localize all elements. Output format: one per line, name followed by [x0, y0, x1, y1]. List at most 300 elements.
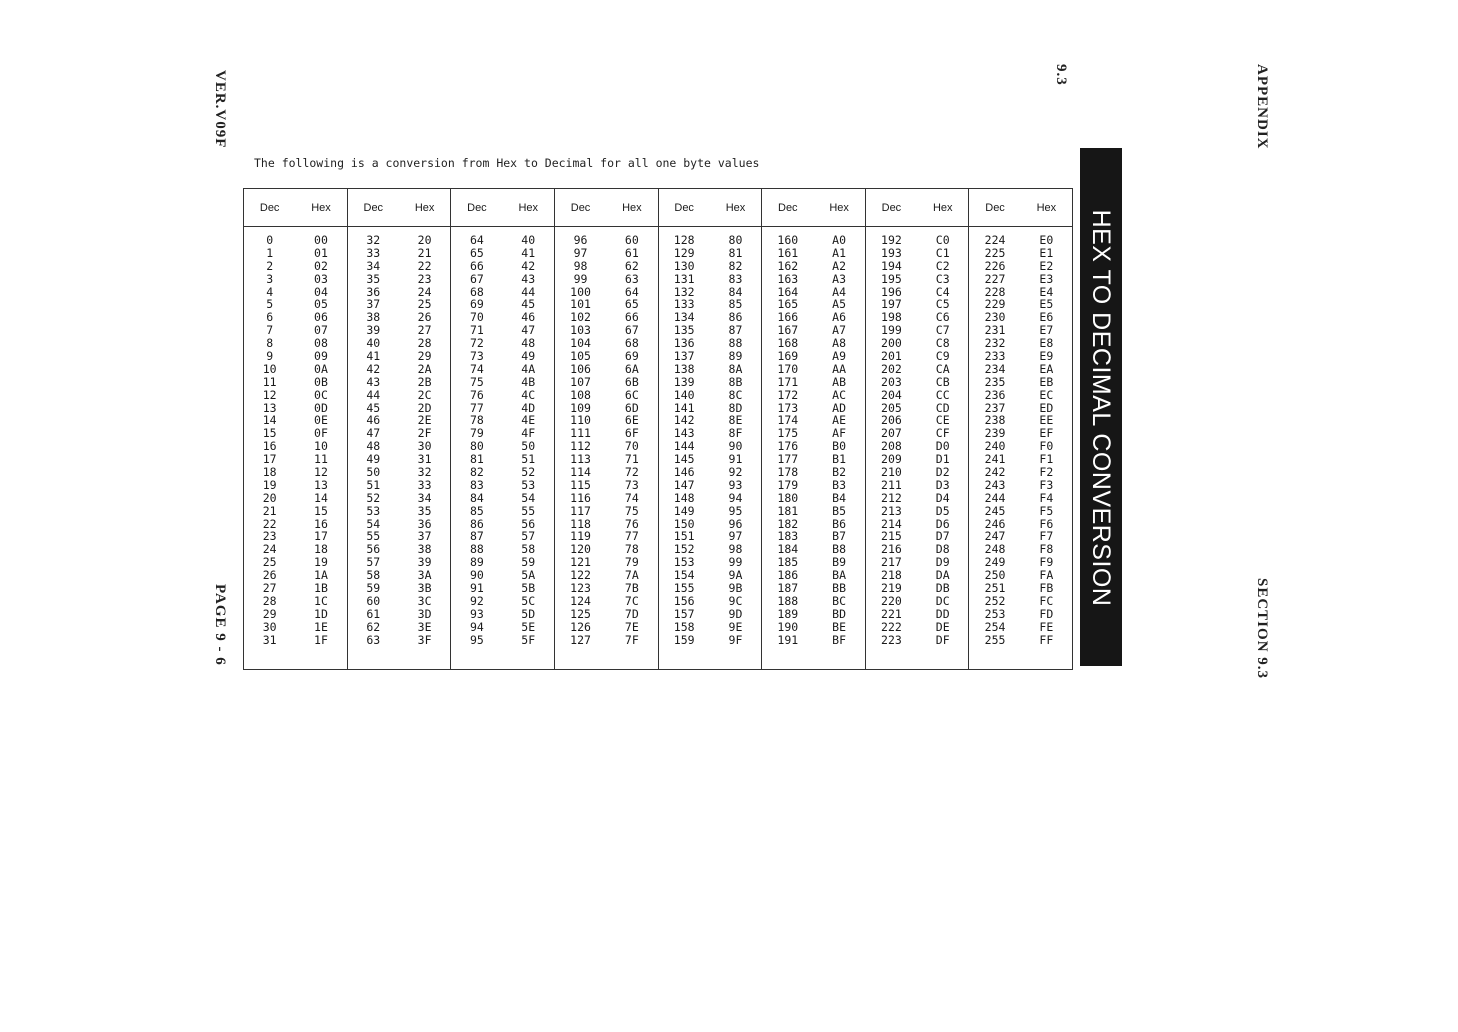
dec-cell: 164: [777, 284, 799, 299]
dec-cell: 234: [984, 361, 1006, 376]
hex-cell: CE: [935, 413, 950, 428]
hex-cell: 9D: [728, 606, 743, 621]
table-row: [348, 311, 451, 324]
table-row: [555, 234, 658, 247]
dec-cell: 226: [984, 258, 1006, 273]
dec-cell: 241: [984, 452, 1006, 467]
table-row: [866, 505, 969, 518]
hex-cell: A7: [832, 323, 847, 338]
table-row: [244, 530, 347, 543]
table-row: [348, 376, 451, 389]
dec-cell: 190: [777, 619, 799, 634]
hex-cell: 62: [624, 258, 639, 273]
hex-cell: FF: [1039, 632, 1054, 647]
dec-header: Dec: [985, 201, 1005, 214]
hex-cell: CD: [935, 400, 950, 415]
dec-cell: 246: [984, 516, 1006, 531]
table-row: [244, 260, 347, 273]
dec-cell: 166: [777, 310, 799, 325]
table-row: [348, 569, 451, 582]
dec-cell: 169: [777, 349, 799, 364]
hex-cell: 91: [728, 452, 743, 467]
hex-cell: 5D: [521, 606, 536, 621]
dec-cell: 63: [366, 632, 381, 647]
dec-cell: 123: [570, 581, 591, 596]
table-row: [866, 273, 969, 286]
table-row: [244, 427, 347, 440]
dec-cell: 196: [881, 284, 902, 299]
hex-cell: 15: [314, 503, 328, 518]
table-row: [866, 234, 969, 247]
table-row: [969, 234, 1072, 247]
dec-cell: 89: [469, 555, 484, 570]
hex-cell: 06: [314, 310, 328, 325]
table-row: [451, 324, 554, 337]
dec-header: Dec: [778, 201, 798, 214]
table-row: [348, 530, 451, 543]
hex-cell: 8C: [728, 387, 743, 402]
hex-cell: F7: [1039, 529, 1054, 544]
hex-header: Hex: [622, 201, 642, 214]
column-header: [348, 189, 451, 227]
hex-cell: 6D: [624, 400, 639, 415]
dec-cell: 98: [573, 258, 588, 273]
dec-cell: 81: [469, 452, 484, 467]
dec-cell: 251: [984, 581, 1006, 596]
hex-cell: E0: [1039, 233, 1054, 247]
hex-cell: 59: [521, 555, 536, 570]
hex-cell: D1: [935, 452, 950, 467]
hex-cell: 24: [417, 284, 432, 299]
hex-cell: AC: [832, 387, 847, 402]
table-row: [451, 337, 554, 350]
dec-cell: 201: [881, 349, 902, 364]
hex-cell: B8: [832, 542, 847, 557]
hex-cell: 75: [624, 503, 639, 518]
table-row: [348, 634, 451, 647]
dec-cell: 150: [673, 516, 695, 531]
hex-cell: DF: [935, 632, 950, 647]
dec-cell: 225: [984, 245, 1006, 260]
table-row: [659, 492, 762, 505]
hex-cell: AD: [832, 400, 847, 415]
hex-cell: FE: [1039, 619, 1054, 634]
hex-cell: 42: [521, 258, 536, 273]
hex-cell: 43: [521, 271, 536, 286]
hex-cell: D7: [935, 529, 950, 544]
table-row: [244, 479, 347, 492]
dec-cell: 232: [984, 336, 1006, 351]
dec-cell: 233: [984, 349, 1006, 364]
table-row: [244, 324, 347, 337]
dec-cell: 216: [881, 542, 902, 557]
table-row: [451, 505, 554, 518]
dec-cell: 184: [777, 542, 799, 557]
hex-cell: 3B: [417, 581, 432, 596]
hex-cell: 48: [521, 336, 536, 351]
hex-cell: D3: [935, 477, 950, 492]
table-row: [348, 363, 451, 376]
table-row: [555, 608, 658, 621]
table-row: [555, 634, 658, 647]
dec-cell: 122: [570, 568, 591, 583]
dec-cell: 8: [266, 336, 274, 351]
dec-cell: 212: [881, 490, 902, 505]
hex-cell: AA: [832, 361, 847, 376]
hex-cell: 0D: [314, 400, 328, 415]
dec-cell: 211: [881, 477, 902, 492]
hex-cell: 51: [521, 452, 536, 467]
table-row: [762, 273, 865, 286]
dec-cell: 245: [984, 503, 1006, 518]
section-number: 9.3: [1053, 64, 1069, 86]
dec-cell: 2: [266, 258, 274, 273]
hex-cell: 23: [417, 271, 432, 286]
dec-cell: 207: [881, 426, 902, 441]
table-row: [659, 247, 762, 260]
dec-cell: 72: [469, 336, 484, 351]
hex-cell: 67: [624, 323, 639, 338]
table-row: [451, 427, 554, 440]
dec-cell: 165: [777, 297, 799, 312]
hex-cell: 2A: [417, 361, 432, 376]
dec-cell: 146: [673, 465, 695, 480]
hex-cell: D4: [935, 490, 950, 505]
table-row: [866, 389, 969, 402]
table-row: [348, 350, 451, 363]
dec-cell: 140: [673, 387, 695, 402]
table-row: [969, 363, 1072, 376]
hex-header: Hex: [1036, 201, 1057, 214]
hex-cell: 25: [417, 297, 432, 312]
hex-cell: AB: [832, 374, 847, 389]
dec-cell: 48: [366, 439, 381, 454]
hex-cell: 18: [314, 542, 328, 557]
hex-cell: 14: [314, 490, 328, 505]
table-row: [555, 505, 658, 518]
dec-cell: 217: [881, 555, 902, 570]
dec-cell: 65: [469, 245, 484, 260]
table-row: [348, 440, 451, 453]
dec-cell: 43: [366, 374, 381, 389]
dec-cell: 158: [673, 619, 695, 634]
hex-cell: 9B: [728, 581, 743, 596]
dec-cell: 205: [881, 400, 902, 415]
table-row: [451, 234, 554, 247]
dec-cell: 88: [469, 542, 484, 557]
dec-cell: 157: [673, 606, 695, 621]
dec-cell: 47: [366, 426, 381, 441]
hex-cell: E3: [1039, 271, 1054, 286]
hex-cell: BB: [832, 581, 847, 596]
hex-cell: 92: [728, 465, 743, 480]
dec-cell: 117: [570, 503, 591, 518]
hex-cell: 01: [314, 245, 328, 260]
hex-cell: EB: [1039, 374, 1054, 389]
hex-cell: B5: [832, 503, 847, 518]
dec-cell: 118: [570, 516, 591, 531]
hex-cell: CC: [935, 387, 950, 402]
hex-cell: A3: [832, 271, 847, 286]
table-row: [244, 543, 347, 556]
hex-cell: 6F: [624, 426, 639, 441]
hex-cell: 7E: [624, 619, 639, 634]
column-header: [659, 189, 762, 227]
dec-cell: 112: [570, 439, 591, 454]
dec-cell: 223: [881, 632, 902, 647]
table-row: [659, 505, 762, 518]
hex-cell: 74: [624, 490, 639, 505]
table-row: [762, 260, 865, 273]
intro-text: The following is a conversion from Hex to Decimal for all one byte values: [254, 156, 760, 170]
table-row: [969, 582, 1072, 595]
dec-cell: 200: [881, 336, 902, 351]
hex-cell: 0B: [314, 374, 328, 389]
table-row: [451, 634, 554, 647]
conversion-table: [243, 188, 1073, 670]
dec-cell: 189: [777, 606, 799, 621]
column-header: [451, 189, 554, 227]
dec-cell: 23: [262, 529, 277, 544]
dec-header: Dec: [467, 201, 487, 214]
dec-cell: 192: [881, 233, 902, 247]
hex-cell: 8A: [728, 361, 743, 376]
hex-cell: 1E: [314, 619, 328, 634]
table-row: [762, 505, 865, 518]
dec-cell: 32: [366, 233, 381, 247]
column-header: [555, 189, 658, 227]
hex-cell: 83: [728, 271, 743, 286]
dec-cell: 143: [673, 426, 695, 441]
dec-cell: 35: [366, 271, 381, 286]
hex-cell: EE: [1039, 413, 1054, 428]
appendix-label: APPENDIX: [1254, 64, 1270, 150]
hex-cell: 46: [521, 310, 536, 325]
column-group: [347, 189, 451, 669]
table-row: [451, 621, 554, 634]
dec-cell: 107: [570, 374, 591, 389]
dec-cell: 215: [881, 529, 902, 544]
hex-cell: F5: [1039, 503, 1054, 518]
dec-cell: 54: [366, 516, 381, 531]
dec-cell: 96: [573, 233, 588, 247]
table-row: [451, 414, 554, 427]
hex-cell: E4: [1039, 284, 1054, 299]
dec-cell: 244: [984, 490, 1006, 505]
dec-cell: 203: [881, 374, 902, 389]
table-row: [866, 247, 969, 260]
hex-cell: DB: [935, 581, 950, 596]
dec-cell: 176: [777, 439, 799, 454]
hex-cell: 4F: [521, 426, 536, 441]
hex-cell: 82: [728, 258, 743, 273]
hex-cell: 87: [728, 323, 743, 338]
dec-cell: 204: [881, 387, 902, 402]
table-row: [348, 414, 451, 427]
hex-header: Hex: [518, 201, 538, 214]
table-row: [348, 298, 451, 311]
dec-cell: 91: [469, 581, 484, 596]
hex-cell: 16: [314, 516, 328, 531]
table-row: [762, 479, 865, 492]
hex-cell: 2D: [417, 400, 432, 415]
dec-cell: 242: [984, 465, 1006, 480]
hex-cell: 45: [521, 297, 536, 312]
dec-cell: 108: [570, 387, 591, 402]
dec-cell: 168: [777, 336, 799, 351]
table-row: [451, 582, 554, 595]
dec-cell: 224: [984, 233, 1006, 247]
dec-cell: 110: [570, 413, 591, 428]
dec-cell: 50: [366, 465, 381, 480]
column-group: [658, 189, 762, 669]
dec-cell: 55: [366, 529, 381, 544]
table-row: [348, 453, 451, 466]
hex-cell: B3: [832, 477, 847, 492]
dec-cell: 76: [469, 387, 484, 402]
table-row: [866, 595, 969, 608]
dec-cell: 41: [366, 349, 381, 364]
hex-cell: 4B: [521, 374, 536, 389]
table-row: [969, 634, 1072, 647]
hex-cell: C4: [935, 284, 950, 299]
dec-cell: 180: [777, 490, 799, 505]
dec-cell: 160: [777, 233, 799, 247]
table-row: [244, 608, 347, 621]
hex-cell: B9: [832, 555, 847, 570]
dec-cell: 21: [262, 503, 277, 518]
dec-cell: 194: [881, 258, 902, 273]
dec-cell: 237: [984, 400, 1006, 415]
hex-cell: F3: [1039, 477, 1054, 492]
table-row: [969, 247, 1072, 260]
dec-cell: 51: [366, 477, 381, 492]
column-header: [762, 189, 865, 227]
dec-cell: 15: [262, 426, 277, 441]
table-row: [244, 311, 347, 324]
hex-cell: 8F: [728, 426, 743, 441]
dec-cell: 131: [673, 271, 695, 286]
hex-cell: B0: [832, 439, 847, 454]
hex-cell: 21: [417, 245, 432, 260]
hex-cell: 5B: [521, 581, 536, 596]
dec-cell: 1: [266, 245, 274, 260]
hex-cell: 3D: [417, 606, 432, 621]
table-row: [762, 363, 865, 376]
dec-cell: 69: [469, 297, 484, 312]
hex-cell: 03: [314, 271, 328, 286]
dec-cell: 236: [984, 387, 1006, 402]
table-row: [555, 466, 658, 479]
hex-cell: F2: [1039, 465, 1054, 480]
hex-cell: 84: [728, 284, 743, 299]
hex-cell: 9E: [728, 619, 743, 634]
hex-cell: 50: [521, 439, 536, 454]
dec-cell: 7: [266, 323, 274, 338]
hex-cell: BD: [832, 606, 847, 621]
hex-cell: FC: [1039, 593, 1054, 608]
hex-cell: 68: [624, 336, 639, 351]
hex-cell: 9A: [728, 568, 743, 583]
dec-cell: 229: [984, 297, 1006, 312]
dec-cell: 31: [262, 632, 277, 647]
dec-cell: 191: [777, 632, 799, 647]
hex-cell: 53: [521, 477, 536, 492]
dec-cell: 9: [266, 349, 274, 364]
dec-cell: 145: [673, 452, 695, 467]
dec-cell: 97: [573, 245, 588, 260]
hex-cell: 6A: [624, 361, 639, 376]
table-row: [348, 466, 451, 479]
dec-cell: 167: [777, 323, 799, 338]
table-row: [244, 440, 347, 453]
table-row: [659, 389, 762, 402]
hex-cell: 7F: [624, 632, 639, 647]
hex-cell: 2E: [417, 413, 432, 428]
hex-cell: D5: [935, 503, 950, 518]
hex-cell: 71: [624, 452, 639, 467]
table-row: [451, 247, 554, 260]
dec-cell: 121: [570, 555, 591, 570]
hex-cell: 69: [624, 349, 639, 364]
table-row: [348, 402, 451, 415]
table-row: [969, 621, 1072, 634]
hex-cell: 32: [417, 465, 432, 480]
dec-cell: 220: [881, 593, 902, 608]
dec-cell: 46: [366, 413, 381, 428]
hex-cell: 6B: [624, 374, 639, 389]
table-row: [451, 298, 554, 311]
hex-cell: 1B: [314, 581, 328, 596]
hex-cell: 40: [521, 233, 536, 247]
dec-cell: 10: [262, 361, 277, 376]
table-row: [659, 376, 762, 389]
hex-cell: 19: [314, 555, 328, 570]
table-row: [969, 479, 1072, 492]
dec-cell: 80: [469, 439, 484, 454]
dec-cell: 172: [777, 387, 799, 402]
hex-cell: 7C: [624, 593, 639, 608]
table-row: [969, 608, 1072, 621]
table-row: [969, 260, 1072, 273]
hex-cell: EC: [1039, 387, 1054, 402]
hex-cell: 13: [314, 477, 328, 492]
hex-cell: 4C: [521, 387, 536, 402]
hex-cell: 07: [314, 323, 328, 338]
table-row: [659, 466, 762, 479]
dec-cell: 138: [673, 361, 695, 376]
table-row: [866, 492, 969, 505]
dec-cell: 95: [469, 632, 484, 647]
dec-cell: 74: [469, 361, 484, 376]
hex-cell: 20: [417, 233, 432, 247]
table-row: [659, 582, 762, 595]
table-row: [659, 621, 762, 634]
dec-cell: 86: [469, 516, 484, 531]
dec-cell: 22: [262, 516, 277, 531]
table-row: [244, 414, 347, 427]
column-header: [969, 189, 1072, 227]
hex-cell: 64: [624, 284, 639, 299]
dec-cell: 56: [366, 542, 381, 557]
hex-cell: CA: [935, 361, 950, 376]
hex-cell: A9: [832, 349, 847, 364]
dec-cell: 67: [469, 271, 484, 286]
dec-cell: 68: [469, 284, 484, 299]
hex-cell: F4: [1039, 490, 1054, 505]
column-group: [968, 189, 1073, 669]
table-row: [451, 311, 554, 324]
